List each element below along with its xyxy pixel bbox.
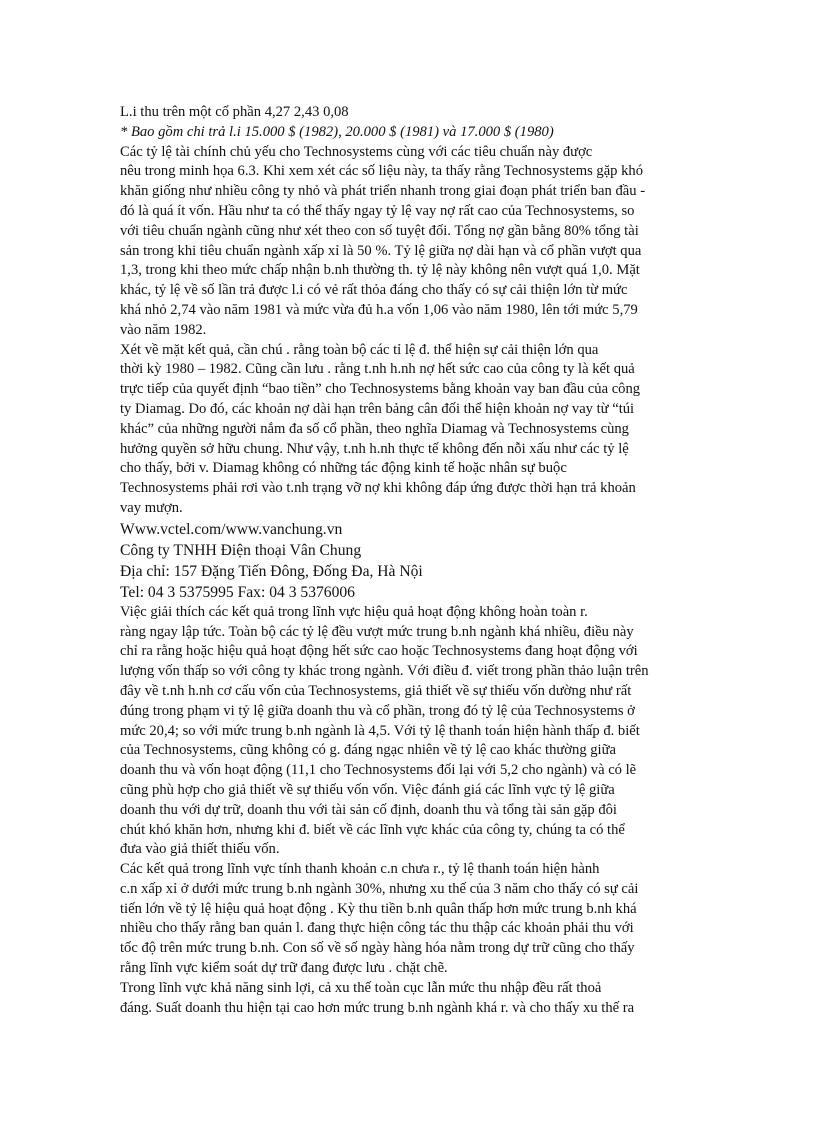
paragraph-profitability bbox=[120, 979, 700, 1019]
paragraph-results bbox=[120, 341, 700, 519]
text-line: khác” của những người nắm đa số cổ phần, theo nghĩa Diamag và Technosystems cùng bbox=[120, 420, 629, 437]
text-line: lượng vốn thấp so với công ty khác trong ngành. Với điều đ. viết trong phần thảo luận trên bbox=[120, 663, 649, 680]
text-line: ràng ngay lập tức. Toàn bộ các tỷ lệ đều vượt mức trung b.nh ngành khá nhiều, điều này bbox=[120, 623, 634, 640]
text-line: với tiêu chuẩn ngành cũng như xét theo con số tuyệt đối. Tổng nợ gần bằng 80% tổng tài bbox=[120, 222, 639, 239]
text-line: nhiều cho thấy rằng ban quản l. đang thực hiện công tác thu thập các khoản phải thu với bbox=[120, 920, 634, 937]
text-line: tốc độ trên mức trung b.nh. Con số về số ngày hàng hóa nằm trong dự trữ cũng cho thấy bbox=[120, 940, 635, 957]
text-line: thời kỳ 1980 – 1982. Cũng cần lưu . rằng t.nh h.nh nợ hết sức cao của công ty là kết quả bbox=[120, 361, 635, 378]
text-line: rằng lĩnh vực kiểm soát dự trữ đang được lưu . chặt chẽ. bbox=[120, 960, 448, 977]
text-line: Technosystems phải rơi vào t.nh trạng vỡ nợ khi không đáp ứng được thời hạn trả khoản bbox=[120, 480, 636, 497]
company-name: Công ty TNHH Điện thoại Vân Chung bbox=[120, 541, 362, 559]
contact-block bbox=[120, 519, 700, 603]
text-line: doanh thu với dự trữ, doanh thu với tài sản cố định, doanh thu và tổng tài sản gặp đôi bbox=[120, 801, 617, 818]
text-line: 1,3, trong khi theo mức chấp nhận b.nh thường th. tỷ lệ này không nên vượt quá 1,0. Mặt bbox=[120, 262, 640, 279]
text-line: nêu trong minh họa 6.3. Khi xem xét các số liệu này, ta thấy rằng Technosystems gặp khó bbox=[120, 163, 644, 180]
text-line: đây về t.nh h.nh cơ cấu vốn của Technosystems, giả thiết về sự thiếu vốn dường như rất bbox=[120, 682, 632, 699]
company-phone: Tel: 04 3 5375995 Fax: 04 3 5376006 bbox=[120, 583, 355, 601]
income-line bbox=[120, 103, 700, 123]
text-line: cho thấy, bởi v. Diamag không có những tác động kinh tế hoặc nhân sự buộc bbox=[120, 460, 567, 477]
paragraph-financial-ratios bbox=[120, 143, 700, 341]
document-page bbox=[120, 103, 700, 1018]
footnote: * Bao gồm chi trả l.i 15.000 $ (1982), 20.000 $ (1981) và 17.000 $ (1980) bbox=[120, 123, 554, 140]
company-address: Địa chỉ: 157 Đặng Tiến Đông, Đống Đa, Hà Nội bbox=[120, 562, 423, 580]
text-line: doanh thu và vốn hoạt động (11,1 cho Technosystems đối lại với 5,2 cho ngành) và có lẽ bbox=[120, 762, 637, 779]
text-line: cũng phù hợp cho giả thiết về sự thiếu vốn vốn. Việc đánh giá các lĩnh vực tỷ lệ giữa bbox=[120, 781, 615, 798]
text-line: của Technosystems, cũng không có g. đáng ngạc nhiên về tỷ lệ cao khác thường giữa bbox=[120, 742, 617, 759]
text-line: chỉ ra rằng hoặc hiệu quả hoạt động hết sức cao hoặc Technosystems đang hoạt động với bbox=[120, 643, 638, 660]
text-line: khác, tỷ lệ về số lần trả được l.i có vẻ rất thỏa đáng cho thấy có sự cải thiện lớn từ mức bbox=[120, 282, 628, 299]
text-line: c.n xấp xỉ ở dưới mức trung b.nh ngành 30%, nhưng xu thế của 3 năm cho thấy có sự cải bbox=[120, 880, 639, 897]
text-line: Xét về mặt kết quả, cần chú . rằng toàn bộ các tỉ lệ đ. thể hiện sự cải thiện lớn qua bbox=[120, 341, 599, 358]
text-line: vay mượn. bbox=[120, 499, 183, 516]
text-line: Các tỷ lệ tài chính chủ yếu cho Technosystems cùng với các tiêu chuẩn này được bbox=[120, 143, 593, 160]
text-line: đáng. Suất doanh thu hiện tại cao hơn mức trung b.nh ngành khá r. và cho thấy xu thế ra bbox=[120, 999, 635, 1016]
text-line: đúng trong phạm vi tỷ lệ giữa doanh thu và cổ phần, trong đó tỷ lệ của Technosystems ở bbox=[120, 702, 635, 719]
text-line: Trong lĩnh vực khả năng sinh lợi, cả xu thế toàn cục lẫn mức thu nhập đều rất thoả bbox=[120, 979, 602, 996]
paragraph-liquidity bbox=[120, 860, 700, 979]
paragraph-operating-efficiency bbox=[120, 603, 700, 860]
text-line: Các kết quả trong lĩnh vực tính thanh khoản c.n chưa r., tỷ lệ thanh toán hiện hành bbox=[120, 861, 600, 878]
text-line: khăn giống như nhiều công ty nhỏ và phát triển nhanh trong giai đoạn phát triển ban đầu - bbox=[120, 183, 646, 200]
text-line: tiến lớn về tỷ lệ hiệu quả hoạt động . Kỳ thu tiền b.nh quân thấp hơn mức trung b.nh khá bbox=[120, 900, 637, 917]
text-line: đó là quá ít vốn. Hầu như ta có thể thấy ngay tỷ lệ vay nợ rất cao của Technosystems, so bbox=[120, 202, 635, 219]
text-line: L.i thu trên một cổ phần 4,27 2,43 0,08 bbox=[120, 104, 349, 120]
text-line: sản trong khi tiêu chuẩn ngành xấp xỉ là 50 %. Tỷ lệ giữa nợ dài hạn và cổ phần vượt qua bbox=[120, 242, 642, 259]
text-line: mức 20,4; so với mức trung b.nh ngành là 4,5. Với tỷ lệ thanh toán hiện hành thấp đ. biết bbox=[120, 722, 640, 739]
text-line: trực tiếp của quyết định “bao tiền” cho Technosystems bằng khoản vay ban đầu của công bbox=[120, 381, 641, 398]
text-line: Việc giải thích các kết quả trong lĩnh vực hiệu quả hoạt động không hoàn toàn r. bbox=[120, 603, 588, 620]
website-link[interactable]: Www.vctel.com/www.vanchung.vn bbox=[120, 520, 343, 538]
text-line: vào năm 1982. bbox=[120, 321, 207, 338]
text-line: khá nhỏ 2,74 vào năm 1981 và mức vừa đủ h.a vốn 1,06 vào năm 1980, lên tới mức 5,79 bbox=[120, 301, 638, 318]
text-line: ty Diamag. Do đó, các khoản nợ dài hạn trên bảng cân đối thể hiện khoản nợ vay từ “túi bbox=[120, 400, 635, 417]
text-line: chút khó khăn hơn, nhưng khi đ. biết về các lĩnh vực khác của công ty, chúng ta có thể bbox=[120, 821, 625, 838]
text-line: hưởng quyền sở hữu chung. Như vậy, t.nh h.nh thực tế không đến nỗi xấu như các tỷ lệ bbox=[120, 440, 629, 457]
text-line: đưa vào giả thiết thiếu vốn. bbox=[120, 841, 280, 858]
